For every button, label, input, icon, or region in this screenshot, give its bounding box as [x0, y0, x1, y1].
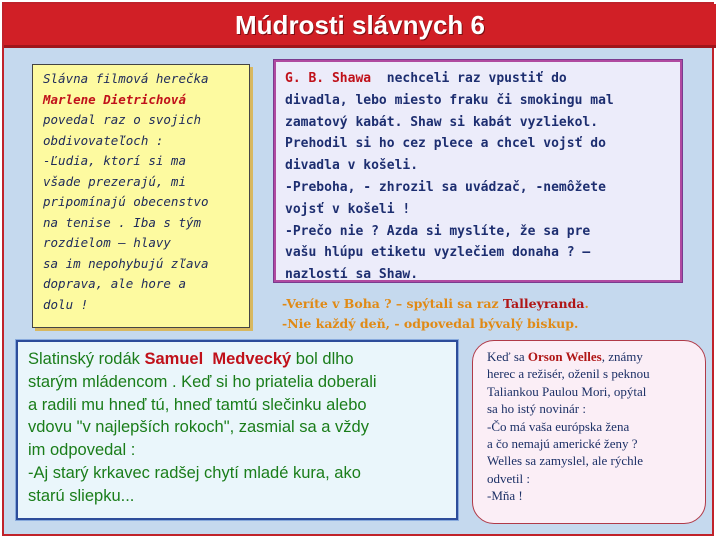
welles-line: herec a režisér, oženil s peknou: [487, 366, 650, 382]
medvecky-line: im odpovedal :: [28, 441, 136, 460]
title-bar: [4, 4, 716, 48]
dietrich-line: sa im nepohybujú zľava: [43, 255, 209, 271]
medvecky-line: starú sliepku...: [28, 486, 135, 505]
talleyrand-line: -Veríte v Boha ? – spýtali sa raz: [282, 296, 503, 311]
shaw-line: divadla v košeli.: [285, 158, 419, 174]
dietrich-line: Slávna filmová herečka: [43, 71, 209, 86]
shaw-line: -Prečo nie ? Azda si myslíte, že sa pre: [285, 223, 591, 239]
shaw-line: nazlostí sa Shaw.: [285, 267, 419, 283]
welles-line: Keď sa: [487, 349, 528, 364]
dietrich-line: doprava, ale hore a: [43, 276, 186, 291]
dietrich-line: pripomínajú obecenstvo: [43, 194, 209, 209]
dietrich-line: rozdielom – hlavy: [43, 235, 171, 250]
medvecky-line: starým mládencom . Keď si ho priatelia doberali: [28, 372, 377, 391]
welles-line: Taliankou Paulou Mori, opýtal: [487, 383, 647, 399]
welles-name: Orson Welles: [527, 349, 602, 364]
shaw-line: divadla, lebo miesto fraku či smokingu mal: [285, 92, 614, 108]
medvecky-line: Slatinský rodák: [28, 350, 145, 368]
shaw-line: Prehodil si ho cez plece a chcel vojsť do: [285, 136, 606, 152]
shaw-line: -Preboha, - zhrozil sa uvádzač, -nemôžete: [285, 179, 606, 195]
welles-line: -Čo má vaša európska žena: [487, 418, 630, 434]
welles-line: sa ho istý novinár :: [487, 401, 586, 417]
dietrich-line: všade prezerajú, mi: [43, 173, 186, 189]
shaw-line: zamatový kabát. Shaw si kabát vyzliekol.: [285, 114, 599, 130]
medvecky-line: a radili mu hneď tú, hneď tamtú slečinku alebo: [28, 395, 367, 414]
dietrich-name: Marlene Dietrichová: [43, 91, 186, 107]
dietrich-line: -Ľudia, ktorí si ma: [43, 153, 186, 168]
shaw-name: G. B. Shawa: [285, 71, 372, 86]
welles-line: -Mňa !: [487, 488, 523, 504]
medvecky-line: -Aj starý krkavec radšej chytí mladé kura, ako: [28, 463, 361, 482]
talleyrand-name: Talleyranda: [502, 296, 585, 311]
talleyrand-line: -Nie každý deň, - odpovedal bývalý biskup.: [282, 316, 579, 331]
dietrich-line: povedal raz o svojich: [43, 112, 202, 127]
dietrich-anecdote-box: [32, 64, 250, 328]
welles-anecdote-box: [472, 340, 706, 524]
dietrich-line: na tenise . Iba s tým: [43, 214, 202, 230]
dietrich-line: dolu !: [43, 296, 89, 312]
welles-line: Welles sa zamyslel, ale rýchle: [487, 453, 643, 469]
welles-line: a čo nemajú americké ženy ?: [487, 436, 638, 452]
welles-line: , známy: [601, 349, 643, 364]
welles-line: odvetil :: [487, 470, 530, 486]
shaw-line: vašu hlúpu etiketu vyzlečiem donaha ? –: [285, 245, 591, 261]
medvecky-line: bol dlho: [291, 350, 354, 368]
medvecky-name: Samuel Medvecký: [144, 350, 292, 368]
shaw-anecdote-box: [274, 60, 682, 282]
shaw-line: vojsť v košeli !: [285, 201, 411, 217]
dietrich-line: obdivovateľoch :: [43, 132, 164, 148]
talleyrand-anecdote: [282, 294, 702, 334]
medvecky-line: vdovu "v najlepších rokoch", zasmial sa a vždy: [28, 418, 369, 437]
medvecky-anecdote-box: [16, 340, 458, 520]
talleyrand-line: .: [584, 296, 589, 311]
shaw-line: nechceli raz vpustiť do: [371, 71, 567, 86]
slide-title: Múdrosti slávnych 6: [235, 10, 485, 40]
